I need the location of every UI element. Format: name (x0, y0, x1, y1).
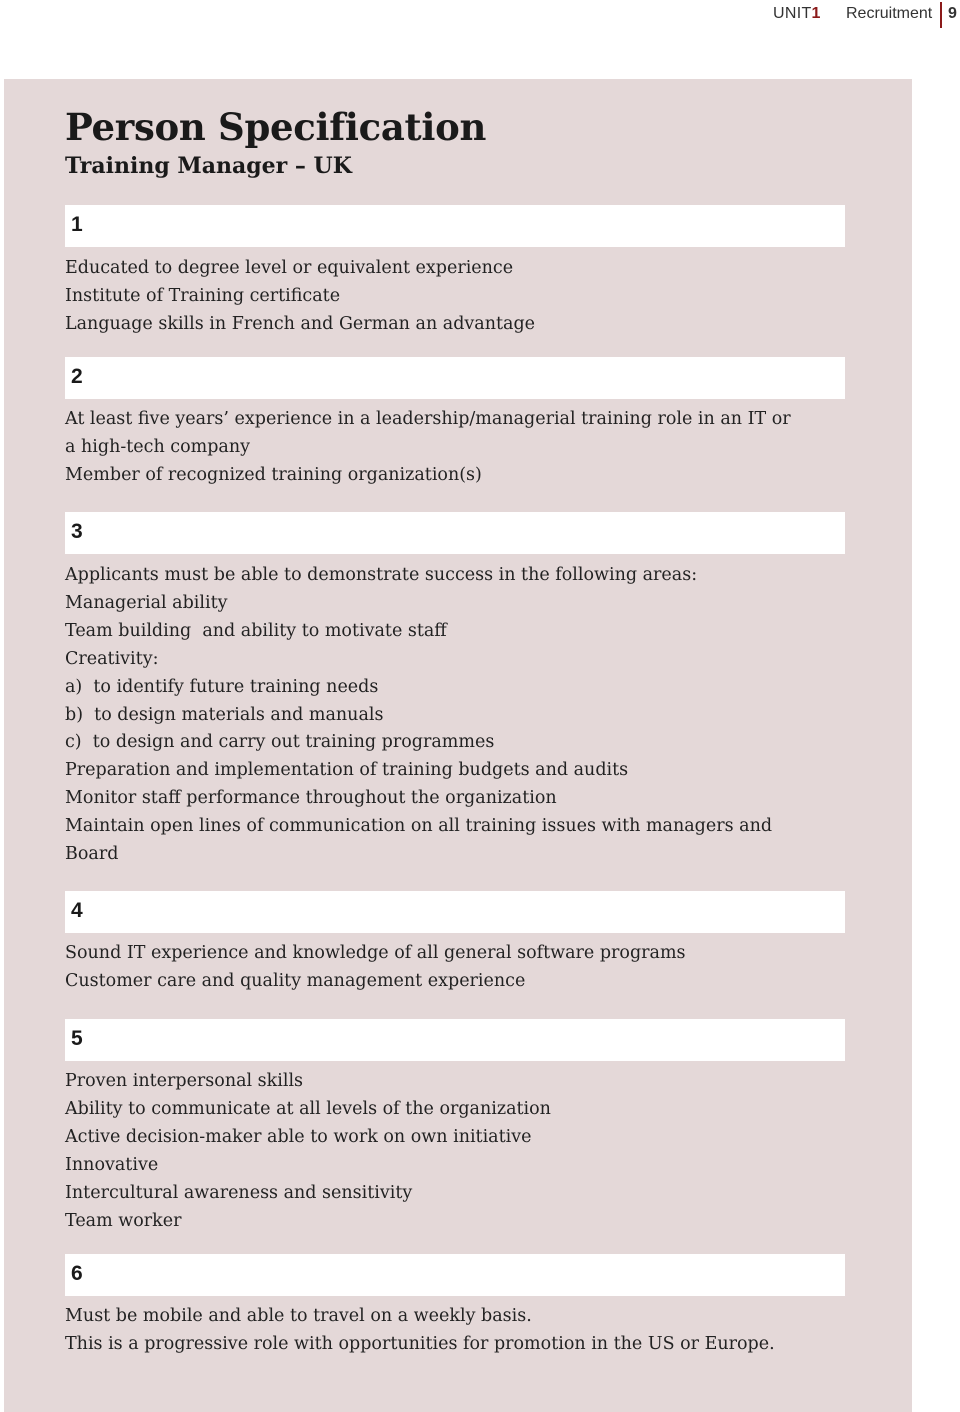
list-item: Language skills in French and German an advantage (65, 313, 536, 334)
section-3-list (65, 562, 855, 869)
list-item: Monitor staff performance throughout the organization (65, 788, 557, 809)
list-item: Must be mobile and able to travel on a weekly basis. (65, 1306, 532, 1326)
list-item: Customer care and quality management experience (65, 970, 526, 991)
list-item: b) to design materials and manuals (65, 704, 384, 725)
list-item: Innovative (65, 1154, 159, 1175)
section-number: 1 (71, 213, 83, 236)
section-5-header (65, 1019, 845, 1061)
list-item: Applicants must be able to demonstrate success in the following areas: (65, 565, 698, 585)
list-item: a) to identify future training needs (65, 676, 379, 697)
list-item: Intercultural awareness and sensitivity (65, 1182, 413, 1203)
list-item: Proven interpersonal skills (65, 1071, 304, 1091)
section-6-header (65, 1254, 845, 1296)
section-6-list (65, 1303, 855, 1359)
section-4-list (65, 940, 855, 996)
section-number: 4 (71, 899, 83, 922)
page-number: 9 (948, 5, 957, 22)
list-item: a high-tech company (65, 436, 250, 457)
section-number: 5 (71, 1027, 83, 1050)
list-item: This is a progressive role with opportunities for promotion in the US or Europe. (65, 1333, 775, 1354)
document-title: Person Specification (65, 105, 487, 149)
section-title: Recruitment (846, 5, 933, 22)
list-item: Creativity: (65, 648, 159, 669)
section-number: 2 (71, 365, 83, 388)
section-1-header (65, 205, 845, 247)
section-1-list (65, 255, 855, 339)
list-item: Active decision-maker able to work on own initiative (65, 1126, 532, 1147)
section-2-header (65, 357, 845, 399)
list-item: Sound IT experience and knowledge of all general software programs (65, 943, 686, 963)
section-3-header (65, 512, 845, 554)
list-item: Team worker (65, 1210, 182, 1231)
list-item: Ability to communicate at all levels of the organization (65, 1098, 551, 1119)
list-item: Maintain open lines of communication on all training issues with managers and (65, 816, 773, 837)
unit-label: UNIT1 (773, 5, 821, 22)
list-item: Educated to degree level or equivalent experience (65, 258, 514, 278)
header-divider (940, 2, 942, 28)
document-subtitle: Training Manager – UK (65, 153, 352, 179)
list-item: Preparation and implementation of training budgets and audits (65, 760, 629, 781)
list-item: c) to design and carry out training programmes (65, 732, 495, 753)
list-item: Board (65, 844, 119, 865)
person-specification-panel (4, 79, 912, 1412)
section-number: 3 (71, 520, 83, 543)
section-4-header (65, 891, 845, 933)
section-number: 6 (71, 1262, 83, 1285)
list-item: Managerial ability (65, 592, 228, 613)
list-item: At least five years’ experience in a leadership/managerial training role in an IT or (65, 409, 791, 429)
list-item: Member of recognized training organization(s) (65, 464, 482, 485)
page-header (0, 0, 960, 30)
list-item: Institute of Training certificate (65, 285, 341, 306)
section-5-list (65, 1068, 855, 1235)
unit-number: 1 (811, 5, 821, 22)
section-2-list (65, 406, 855, 490)
list-item: Team building and ability to motivate staff (65, 620, 447, 641)
